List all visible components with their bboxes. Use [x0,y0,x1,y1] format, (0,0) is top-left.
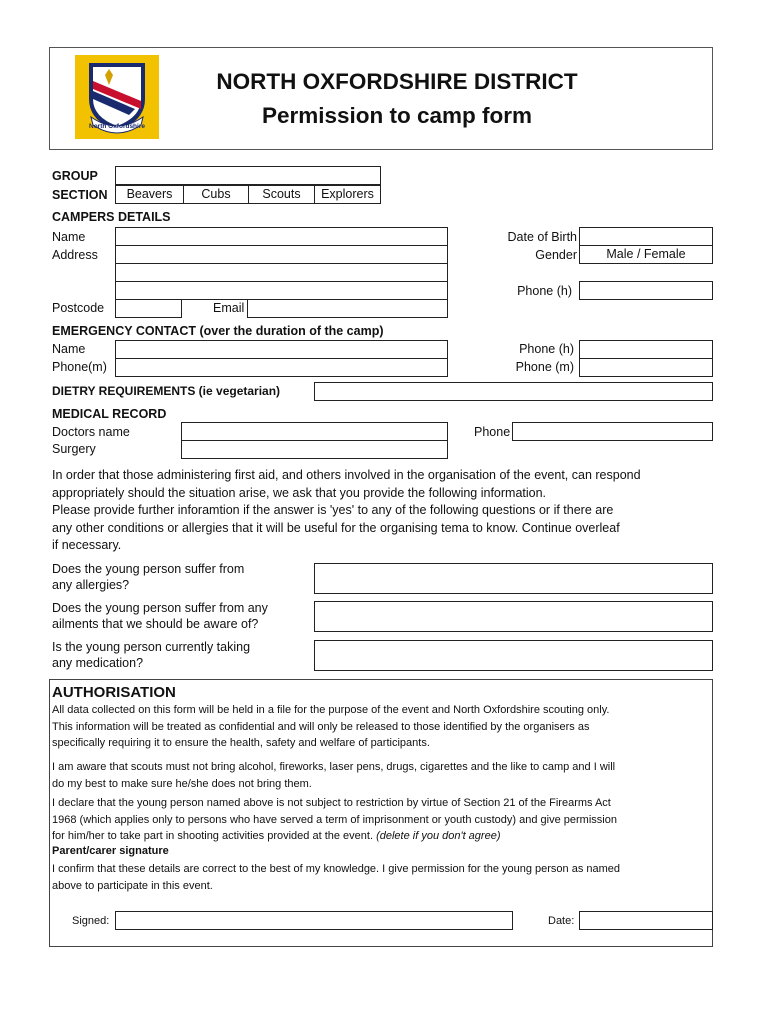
auth-line: specifically requiring it to ensure the health, safety and welfare of participants. [52,737,430,749]
emergency-name-input[interactable] [115,340,448,359]
emergency-name-label: Name [52,342,86,356]
info-line: any other conditions or allergies that it will be useful for the organising tema to know. Continue overleaf [52,520,620,535]
question-allergies [52,562,244,593]
authorisation-heading: AUTHORISATION [52,684,176,701]
camper-phone-h-label: Phone (h) [517,284,572,298]
auth-line: I confirm that these details are correct to the best of my knowledge. I give permission for the young person as named [52,863,621,875]
form-title: Permission to camp form [261,103,533,128]
surgery-label: Surgery [52,442,96,456]
dietary-label: DIETRY REQUIREMENTS (ie vegetarian) [52,384,281,398]
question-ailments-line1: Does the young person suffer from any [52,601,268,615]
info-paragraph [52,467,641,555]
question-allergies-line2: any allergies? [52,577,130,592]
question-medication-line2: any medication? [52,655,144,670]
camper-name-input[interactable] [115,227,448,246]
date-input[interactable] [579,911,713,930]
district-title: NORTH OXFORDSHIRE DISTRICT [216,69,578,94]
camper-address-input-2[interactable] [115,263,448,282]
question-medication-line1: Is the young person currently taking [52,640,251,654]
email-label: Email [213,301,245,315]
dietary-input[interactable] [314,382,713,401]
auth-para-firearms [52,795,617,845]
section-option-cubs[interactable]: Cubs [183,185,249,204]
badge-logo-icon [75,55,159,139]
campers-heading: CAMPERS DETAILS [52,210,171,224]
auth-line: 1968 (which applies only to persons who have served a term of imprisonment or youth custody) and give permission [52,813,617,826]
camper-address-input-3[interactable] [115,281,448,300]
signature-heading: Parent/carer signature [52,845,169,857]
section-option-scouts[interactable]: Scouts [248,185,315,204]
group-input[interactable] [115,166,381,185]
info-line: In order that those administering first aid, and others involved in the organisation of the event, can respond [52,468,641,482]
medical-heading: MEDICAL RECORD [52,407,167,421]
allergies-input[interactable] [314,563,713,594]
question-ailments [52,601,268,632]
ailments-input[interactable] [314,601,713,632]
auth-line: above to participate in this event. [52,879,213,892]
question-allergies-line1: Does the young person suffer from [52,562,245,576]
auth-para-confirm [52,861,620,894]
auth-para-data [52,702,609,752]
doctors-name-input[interactable] [181,422,448,441]
info-line: Please provide further inforamtion if the answer is 'yes' to any of the following questions or if there are [52,503,614,518]
auth-line: This information will be treated as confidential and will only be released to those identified by the organisers as [52,720,590,733]
doctors-name-label: Doctors name [52,425,130,439]
email-input[interactable] [247,299,448,318]
section-label: SECTION [52,188,108,202]
emergency-phone-m-label: Phone (m) [515,360,574,374]
auth-line-text: for him/her to take part in shooting activities provided at the event. [52,830,374,842]
gender-select[interactable]: Male / Female [579,245,713,264]
camper-address-label: Address [52,248,98,262]
signed-label: Signed: [72,915,110,927]
auth-line: All data collected on this form will be held in a file for the purpose of the event and North Oxfordshire scouting only. [52,704,610,716]
surgery-input[interactable] [181,440,448,459]
question-medication [52,640,250,671]
gender-label: Gender [535,248,577,262]
camper-name-label: Name [52,230,86,244]
auth-line: do my best to make sure he/she does not bring them. [52,777,312,790]
delete-note: (delete if you don't agree) [376,830,501,842]
auth-line: I declare that the young person named above is not subject to restriction by virtue of Section 21 of the Firearms Act [52,797,611,809]
emergency-phone-m-left-label: Phone(m) [52,360,107,374]
date-label: Date: [548,915,575,927]
postcode-label: Postcode [52,301,105,315]
postcode-input[interactable] [115,299,182,318]
emergency-phone-m-input[interactable] [579,358,713,377]
camper-address-input-1[interactable] [115,245,448,264]
emergency-phone-h-input[interactable] [579,340,713,359]
camper-phone-h-input[interactable] [579,281,713,300]
medical-phone-input[interactable] [512,422,713,441]
signature-input[interactable] [115,911,513,930]
auth-line: I am aware that scouts must not bring alcohol, fireworks, laser pens, drugs, cigarettes and the like to camp and I will [52,761,616,773]
medication-input[interactable] [314,640,713,671]
dob-input[interactable] [579,227,713,246]
emergency-phone-m-left-input[interactable] [115,358,448,377]
dob-label: Date of Birth [507,230,577,244]
info-line: appropriately should the situation arise, we ask that you provide the following information. [52,485,547,500]
auth-para-conduct [52,759,615,792]
district-badge [75,55,159,139]
section-option-beavers[interactable]: Beavers [115,185,184,204]
medical-phone-label: Phone [474,425,511,439]
question-ailments-line2: ailments that we should be aware of? [52,616,259,631]
emergency-phone-h-label: Phone (h) [519,342,574,356]
info-line: if necessary. [52,538,122,553]
emergency-heading: EMERGENCY CONTACT (over the duration of the camp) [52,324,384,338]
group-label: GROUP [52,169,98,183]
badge-text: North Oxfordshire [89,123,145,130]
section-option-explorers[interactable]: Explorers [314,185,381,204]
